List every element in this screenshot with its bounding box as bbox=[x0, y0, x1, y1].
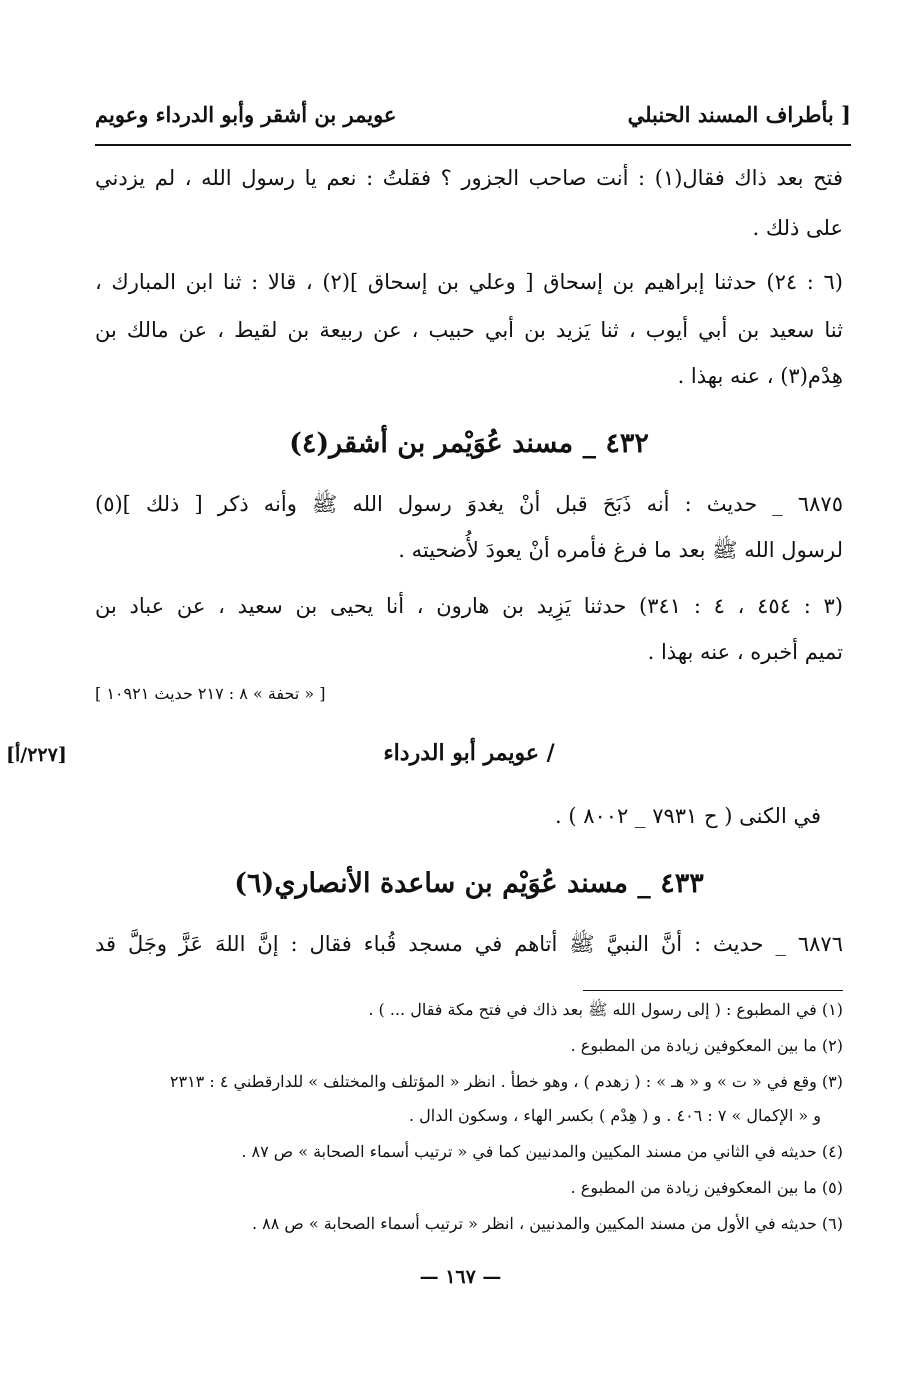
footnote-3: (٣) وقع في « ت » و « هـ » : ( زهدم ) ، وهو خطأ . انظر « المؤتلف والمختلف » للدارقطني ٤ : ٢٣١٣ bbox=[169, 1072, 843, 1091]
body-line-1: فتح بعد ذاك فقال(١) : أنت صاحب الجزور ؟ فقلتُ : نعم يا رسول الله ، لم يزدني bbox=[95, 166, 844, 190]
folio-margin-note: [٢٢٧/أ] bbox=[6, 744, 67, 766]
running-header bbox=[95, 98, 851, 146]
footnote-separator bbox=[583, 990, 843, 991]
footnote-4: (٤) حديثه في الثاني من مسند المكيين والمدنيين كما في « ترتيب أسماء الصحابة » ص ٨٧ . bbox=[241, 1142, 843, 1161]
section-heading-darda: / عويمر أبو الدرداء bbox=[383, 740, 555, 766]
header-book-title: بأطراف المسند الحنبلي ] bbox=[627, 102, 851, 127]
hadith-6876-line-1: ٦٨٧٦ _ حديث : أنَّ النبيَّ ﷺ أتاهم في مسجد قُباء فقال : إنَّ اللهَ عَزَّ وجَلَّ قد bbox=[95, 932, 843, 956]
hadith-6875-line-1: ٦٨٧٥ _ حديث : أنه ذَبَحَ قبل أنْ يغدوَ رسول الله ﷺ وأنه ذكر [ ذلك ](٥) bbox=[95, 492, 843, 516]
footnote-1: (١) في المطبوع : ( إلى رسول الله ﷺ بعد ذاك في فتح مكة فقال ... ) . bbox=[368, 1000, 843, 1019]
body-line-2: على ذلك . bbox=[752, 216, 843, 240]
footnote-3-cont: و « الإكمال » ٧ : ٤٠٦ . و ( هِدْم ) بكسر الهاء ، وسكون الدال . bbox=[408, 1106, 821, 1125]
body-line-3: (٦ : ٢٤) حدثنا إبراهيم بن إسحاق [ وعلي بن إسحاق ](٢) ، قالا : ثنا ابن المبارك ، bbox=[95, 270, 843, 294]
darda-line: في الكنى ( ح ٧٩٣١ _ ٨٠٠٢ ) . bbox=[555, 804, 821, 828]
section-heading-432: ٤٣٢ _ مسند عُوَيْمر بن أشقر(٤) bbox=[289, 428, 649, 459]
header-section-title: عويمر بن أشقر وأبو الدرداء وعويم bbox=[95, 102, 397, 127]
footnote-6: (٦) حديثه في الأول من مسند المكيين والمدنيين ، انظر « ترتيب أسماء الصحابة » ص ٨٨ . bbox=[251, 1214, 843, 1233]
tuhfa-reference: [ « تحفة » ٨ : ٢١٧ حديث ١٠٩٢١ ] bbox=[95, 684, 326, 703]
hadith-6875-line-4: تميم أخبره ، عنه بهذا . bbox=[647, 640, 843, 664]
footnote-5: (٥) ما بين المعكوفين زيادة من المطبوع . bbox=[570, 1178, 843, 1197]
section-heading-433: ٤٣٣ _ مسند عُوَيْم بن ساعدة الأنصاري(٦) bbox=[234, 868, 704, 899]
page-number: — ١٦٧ — bbox=[419, 1266, 502, 1288]
body-line-5: هِدْم(٣) ، عنه بهذا . bbox=[677, 364, 843, 388]
hadith-6875-line-2: لرسول الله ﷺ بعد ما فرغ فأمره أنْ يعودَ لأُضحيته . bbox=[398, 538, 843, 562]
body-line-4: ثنا سعيد بن أبي أيوب ، ثنا يَزيد بن أبي حبيب ، عن ربيعة بن لقيط ، عن مالك بن bbox=[95, 318, 843, 342]
hadith-6875-line-3: (٣ : ٤٥٤ ، ٤ : ٣٤١) حدثنا يَزِيد بن هارون ، أنا يحيى بن سعيد ، عن عباد بن bbox=[95, 594, 843, 618]
footnote-2: (٢) ما بين المعكوفين زيادة من المطبوع . bbox=[570, 1036, 843, 1055]
